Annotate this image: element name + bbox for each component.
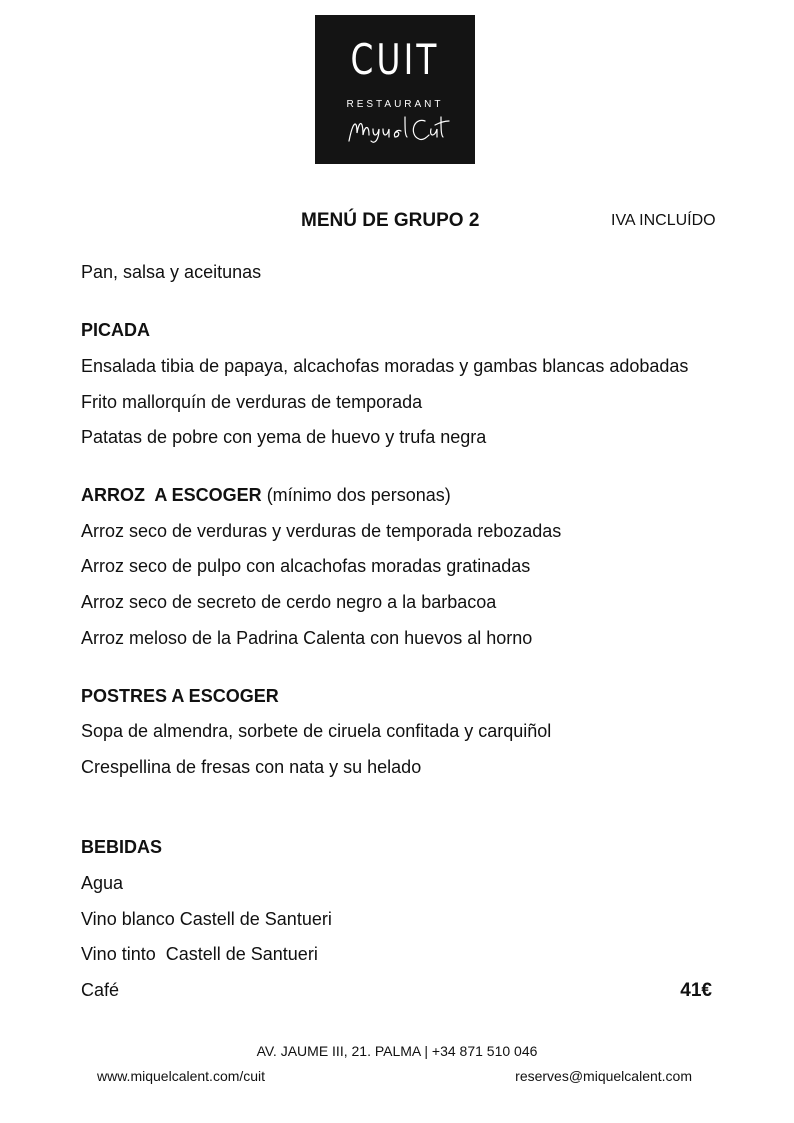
section-heading-bebidas: BEBIDAS bbox=[81, 837, 163, 857]
section-heading-picada: PICADA bbox=[81, 320, 151, 340]
footer-address: AV. JAUME III, 21. PALMA | +34 871 510 046 bbox=[256, 1043, 538, 1059]
restaurant-logo bbox=[315, 15, 475, 164]
menu-item: Arroz meloso de la Padrina Calenta con huevos al horno bbox=[81, 628, 533, 648]
menu-item: Arroz seco de pulpo con alcachofas moradas gratinadas bbox=[81, 556, 531, 576]
logo-wordmark: CUIT bbox=[350, 35, 440, 84]
section-heading-arroz-label: ARROZ A ESCOGER bbox=[81, 485, 262, 505]
menu-item: Arroz seco de secreto de cerdo negro a la barbacoa bbox=[81, 592, 497, 612]
menu-item: Arroz seco de verduras y verduras de temporada rebozadas bbox=[81, 521, 562, 541]
section-note-arroz: (mínimo dos personas) bbox=[261, 485, 451, 505]
section-heading-postres: POSTRES A ESCOGER bbox=[81, 686, 279, 706]
menu-item: Sopa de almendra, sorbete de ciruela confitada y carquiñol bbox=[81, 721, 552, 741]
menu-item: Agua bbox=[81, 873, 124, 893]
footer-email-link[interactable]: reserves@miquelcalent.com bbox=[515, 1068, 692, 1084]
menu-item: Patatas de pobre con yema de huevo y trufa negra bbox=[81, 427, 487, 447]
menu-item: Crespellina de fresas con nata y su helado bbox=[81, 757, 422, 777]
intro-line: Pan, salsa y aceitunas bbox=[81, 262, 262, 282]
menu-price: 41€ bbox=[680, 980, 712, 1001]
menu-item: Vino tinto Castell de Santueri bbox=[81, 944, 318, 964]
tax-note: IVA INCLUÍDO bbox=[611, 212, 716, 229]
menu-item: Frito mallorquín de verduras de temporada bbox=[81, 392, 423, 412]
footer-website-link[interactable]: www.miquelcalent.com/cuit bbox=[97, 1068, 266, 1084]
section-heading-arroz bbox=[81, 485, 451, 506]
logo-subtitle: RESTAURANT bbox=[346, 99, 444, 110]
menu-item: Ensalada tibia de papaya, alcachofas moradas y gambas blancas adobadas bbox=[81, 356, 689, 376]
signature-logo bbox=[343, 111, 451, 149]
menu-item: Vino blanco Castell de Santueri bbox=[81, 909, 332, 929]
menu-item: Café bbox=[81, 980, 120, 1000]
menu-title: MENÚ DE GRUPO 2 bbox=[301, 210, 480, 231]
